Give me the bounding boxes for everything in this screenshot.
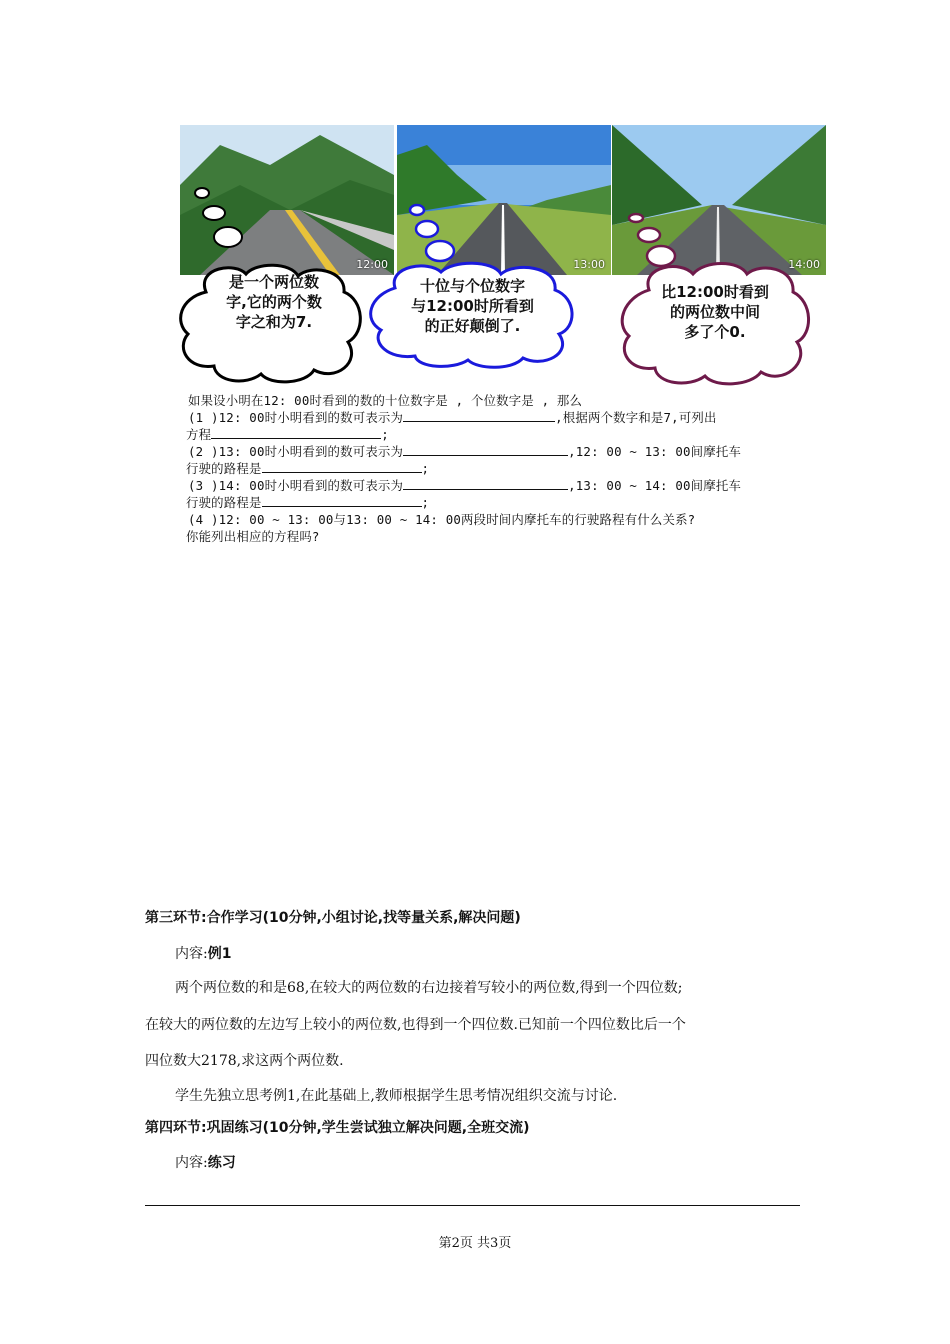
q1-blank-expression[interactable] bbox=[403, 409, 555, 422]
section-4-content-label: 内容: bbox=[175, 1155, 208, 1171]
bubble-3-line-3: 多了个0. bbox=[684, 323, 746, 341]
example-1-line-3: 四位数大2178,求这两个两位数. bbox=[145, 1053, 344, 1069]
q1-suffix: ,根据两个数字和是7,可列出 bbox=[555, 410, 717, 425]
question-1-line-1 bbox=[188, 409, 848, 426]
thought-bubble-3 bbox=[617, 262, 812, 387]
section-3-heading: 第三环节:合作学习(10分钟,小组讨论,找等量关系,解决问题) bbox=[145, 910, 521, 926]
q3-distance-label: 行驶的路程是 bbox=[186, 495, 262, 510]
question-intro: 如果设小明在12: 00时看到的数的十位数字是 , 个位数字是 , 那么 bbox=[188, 393, 583, 408]
bubble-3-line-2: 的两位数中间 bbox=[669, 303, 760, 321]
section-3-content-value: 例1 bbox=[207, 946, 232, 962]
bubble-1-line-3: 字之和为7. bbox=[235, 313, 313, 331]
bubble-2-line-2: 与12:00时所看到 bbox=[411, 297, 534, 315]
example-1-line-2: 在较大的两位数的左边写上较小的两位数,也得到一个四位数.已知前一个四位数比后一个 bbox=[145, 1017, 686, 1033]
question-block bbox=[188, 392, 848, 545]
clock-1300: 13:00 bbox=[573, 258, 605, 271]
q2-prefix: (2 )13: 00时小明看到的数可表示为 bbox=[188, 444, 404, 459]
q3-blank-expression[interactable] bbox=[403, 477, 568, 490]
clock-1400: 14:00 bbox=[788, 258, 820, 271]
q3-prefix: (3 )14: 00时小明看到的数可表示为 bbox=[188, 478, 404, 493]
section-3-content bbox=[145, 943, 835, 963]
footer-divider bbox=[145, 1205, 800, 1206]
q1-equation-label: 方程 bbox=[186, 427, 212, 442]
teacher-note: 学生先独立思考例1,在此基础上,教师根据学生思考情况组织交流与讨论. bbox=[175, 1088, 618, 1104]
question-3-line-2 bbox=[186, 494, 848, 511]
q3-end: ; bbox=[421, 495, 430, 510]
question-2-line-1 bbox=[188, 443, 848, 460]
question-3-line-1 bbox=[188, 477, 848, 494]
q2-blank-expression[interactable] bbox=[403, 443, 568, 456]
question-4-line-1: (4 )12: 00 ~ 13: 00与13: 00 ~ 14: 00两段时间内摩托车的行驶路程有什么关系? bbox=[188, 512, 696, 527]
bubble-1-line-2: 字,它的两个数 bbox=[226, 293, 322, 311]
page-number: 第2页 共3页 bbox=[438, 1236, 512, 1251]
q2-blank-distance[interactable] bbox=[262, 460, 422, 473]
q1-prefix: (1 )12: 00时小明看到的数可表示为 bbox=[188, 410, 404, 425]
section-4-content-value: 练习 bbox=[207, 1155, 236, 1171]
section-4-heading: 第四环节:巩固练习(10分钟,学生尝试独立解决问题,全班交流) bbox=[145, 1120, 530, 1136]
q3-blank-distance[interactable] bbox=[262, 494, 422, 507]
section-3-content-label: 内容: bbox=[175, 946, 208, 962]
q2-suffix: ,12: 00 ~ 13: 00间摩托车 bbox=[568, 444, 742, 459]
question-2-line-2 bbox=[186, 460, 848, 477]
q1-blank-equation[interactable] bbox=[211, 426, 381, 439]
thought-bubble-2 bbox=[363, 262, 578, 367]
thought-bubble-1 bbox=[176, 262, 366, 384]
question-4-line-2: 你能列出相应的方程吗? bbox=[186, 529, 320, 544]
bubble-3-line-1: 比12:00时看到 bbox=[661, 283, 769, 301]
bubble-2-line-3: 的正好颠倒了. bbox=[424, 317, 521, 335]
question-1-line-2 bbox=[186, 426, 848, 443]
bubble-2-line-1: 十位与个位数字 bbox=[419, 277, 525, 295]
example-1-line-1: 两个两位数的和是68,在较大的两位数的右边接着写较小的两位数,得到一个四位数; bbox=[175, 980, 683, 996]
q1-end: ; bbox=[381, 427, 389, 442]
clock-1200: 12:00 bbox=[356, 258, 388, 271]
q2-end: ; bbox=[421, 461, 430, 476]
section-4-content bbox=[145, 1152, 835, 1172]
bubble-1-line-1: 是一个两位数 bbox=[228, 273, 319, 291]
q2-distance-label: 行驶的路程是 bbox=[186, 461, 262, 476]
q3-suffix: ,13: 00 ~ 14: 00间摩托车 bbox=[568, 478, 742, 493]
